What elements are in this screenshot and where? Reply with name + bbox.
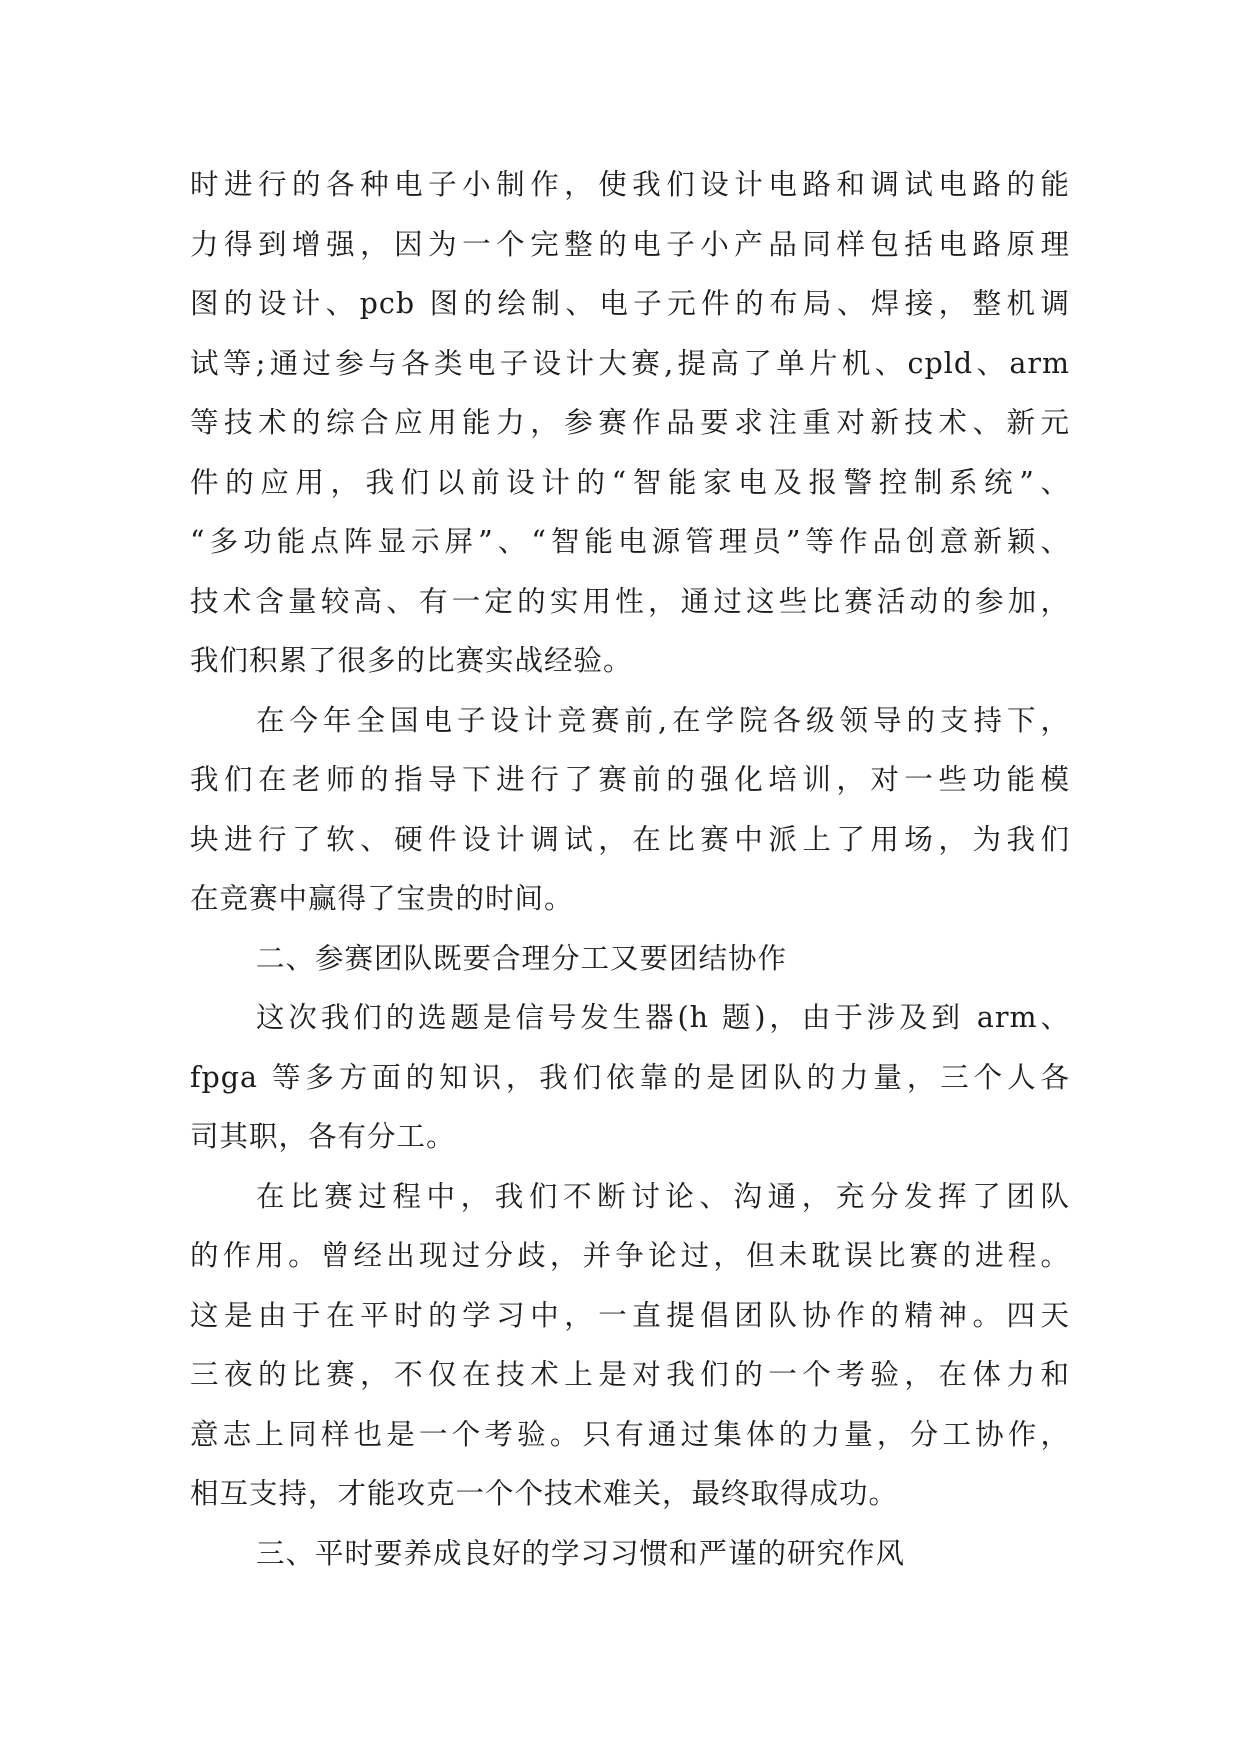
- body-text: [190, 155, 1070, 1583]
- text-line: 我们积累了很多的比赛实战经验。: [190, 644, 633, 677]
- paragraph-start-line: 在今年全国电子设计竞赛前,在学院各级领导的支持下，: [256, 703, 1070, 737]
- text-line: 相互支持，才能攻克一个个技术难关，最终取得成功。: [190, 1477, 899, 1510]
- text-line: 图的设计、pcb 图的绘制、电子元件的布局、焊接，整机调: [190, 287, 1070, 320]
- paragraph-start-line: 在比赛过程中，我们不断讨论、沟通，充分发挥了团队: [256, 1179, 1070, 1213]
- text-line: 司其职，各有分工。: [190, 1120, 456, 1153]
- section-heading: 二、参赛团队既要合理分工又要团结协作: [256, 941, 788, 975]
- text-line: 件的应用，我们以前设计的“智能家电及报警控制系统”、: [190, 465, 1070, 499]
- text-line: 这是由于在平时的学习中，一直提倡团队协作的精神。四天: [190, 1298, 1070, 1332]
- text-line: 意志上同样也是一个考验。只有通过集体的力量，分工协作，: [190, 1417, 1070, 1451]
- text-line: 力得到增强，因为一个完整的电子小产品同样包括电路原理: [190, 227, 1070, 261]
- text-line: 的作用。曾经出现过分歧，并争论过，但未耽误比赛的进程。: [190, 1239, 1070, 1272]
- text-line: 等技术的综合应用能力，参赛作品要求注重对新技术、新元: [190, 406, 1070, 439]
- text-line: fpga 等多方面的知识，我们依靠的是团队的力量，三个人各: [190, 1060, 1070, 1094]
- text-line: 三夜的比赛，不仅在技术上是对我们的一个考验，在体力和: [190, 1358, 1070, 1391]
- text-line: 在竞赛中赢得了宝贵的时间。: [190, 882, 574, 915]
- section-heading: 三、平时要养成良好的学习习惯和严谨的研究作风: [256, 1536, 906, 1570]
- text-line: 时进行的各种电子小制作，使我们设计电路和调试电路的能: [190, 168, 1070, 201]
- text-line: 我们在老师的指导下进行了赛前的强化培训，对一些功能模: [190, 763, 1070, 796]
- text-line: 块进行了软、硬件设计调试，在比赛中派上了用场，为我们: [190, 822, 1070, 856]
- text-line: 技术含量较高、有一定的实用性，通过这些比赛活动的参加，: [190, 584, 1070, 618]
- paragraph-start-line: 这次我们的选题是信号发生器(h 题)，由于涉及到 arm、: [256, 1001, 1070, 1034]
- text-line: “多功能点阵显示屏”、“智能电源管理员”等作品创意新颖、: [190, 525, 1070, 558]
- text-line: 试等;通过参与各类电子设计大赛,提高了单片机、cpld、arm: [190, 346, 1070, 380]
